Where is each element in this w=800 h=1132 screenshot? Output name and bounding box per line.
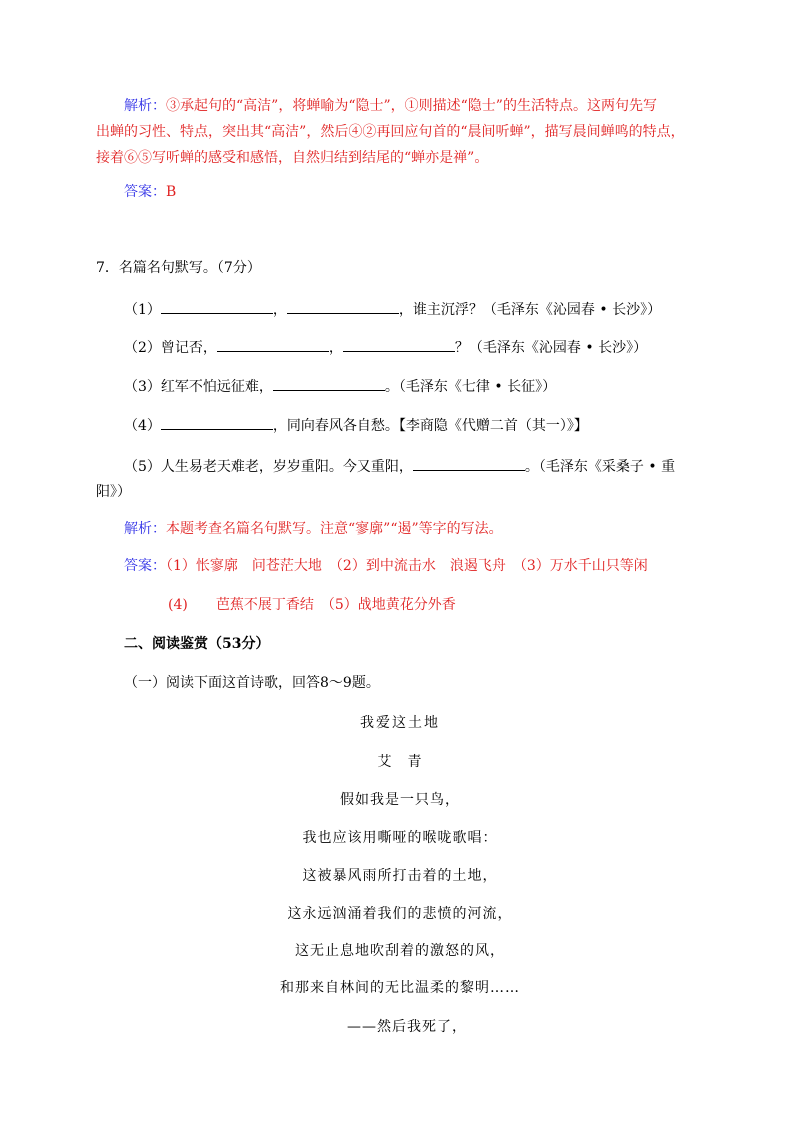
q7-answer-line-2: (4) 芭蕉不展丁香结 （5）战地黄花分外香 <box>168 597 456 613</box>
separator: ， <box>272 302 287 318</box>
answer-6 <box>124 182 176 202</box>
q7-item-5-cont: 阳》） <box>96 484 131 500</box>
item-text: ，谁主沉浮？（毛泽东《沁园春 • 长沙》） <box>398 302 662 318</box>
item-text: 。（毛泽东《七律 • 长征》） <box>384 379 557 395</box>
answer-blank[interactable] <box>413 456 525 471</box>
item-text: ？（毛泽东《沁园春 • 长沙》） <box>454 340 648 356</box>
answer-value: B <box>166 184 177 200</box>
answer-text: （1）怅寥廓 问苍茫大地 （2）到中流击水 浪遏飞舟 （3）万水千山只等闲 <box>166 558 648 574</box>
separator: ， <box>328 340 343 356</box>
q7-answer-line-1 <box>124 556 648 576</box>
poem-line: ——然后我死了， <box>347 1019 467 1035</box>
item-text: （5）人生易老天难老，岁岁重阳。今又重阳， <box>124 459 413 475</box>
analysis-text: ③承起句的“高洁”，将蝉喻为“隐士”，①则描述“隐士”的生活特点。这两句先写 <box>166 98 657 114</box>
analysis-line-2: 出蝉的习性、特点，突出其“高洁”，然后④②再回应句首的“晨间听蝉”，描写晨间蝉鸣的特点， <box>96 124 685 140</box>
item-text: 。（毛泽东《采桑子 • 重 <box>524 459 676 475</box>
question-7-title: 7．名篇名句默写。（7分） <box>96 260 261 276</box>
analysis-line-3: 接着⑥⑤写听蝉的感受和感悟，自然归结到结尾的“蝉亦是禅”。 <box>96 150 489 166</box>
poem-line: 假如我是一只鸟， <box>340 792 460 808</box>
section-subheading: （一）阅读下面这首诗歌，回答8～9题。 <box>124 675 380 691</box>
analysis-line-1 <box>124 96 657 116</box>
poem-title: 我爱这土地 <box>360 715 440 731</box>
q7-item-4 <box>124 415 588 436</box>
answer-blank[interactable] <box>287 299 399 314</box>
answer-label: 答案： <box>124 184 166 200</box>
q7-item-2 <box>124 337 647 358</box>
answer-blank[interactable] <box>217 337 329 352</box>
analysis-label: 解析： <box>124 98 166 114</box>
item-text: （3）红军不怕远征难， <box>124 379 273 395</box>
answer-label: 答案： <box>124 558 166 574</box>
analysis-text: 本题考查名篇名句默写。注意“寥廓”“遏”等字的写法。 <box>166 521 503 537</box>
q7-item-3 <box>124 376 556 397</box>
answer-blank[interactable] <box>343 337 455 352</box>
item-text: ，同向春风各自愁。【李商隐《代赠二首（其一）》】 <box>272 418 588 434</box>
item-number: （4） <box>124 418 161 434</box>
item-number: （1） <box>124 302 161 318</box>
section-heading: 二、阅读鉴赏（53分） <box>124 636 270 652</box>
answer-blank[interactable] <box>161 415 273 430</box>
q7-analysis <box>124 519 503 539</box>
q7-item-5 <box>124 456 675 477</box>
q7-item-1 <box>124 299 661 320</box>
item-text: （2）曾记否， <box>124 340 217 356</box>
poem-line: 这被暴风雨所打击着的土地， <box>302 868 498 884</box>
poem-line: 这永远汹涌着我们的悲愤的河流， <box>287 906 513 922</box>
poem-line: 我也应该用嘶哑的喉咙歌唱： <box>302 830 498 846</box>
poem-author: 艾 青 <box>377 754 423 770</box>
answer-blank[interactable] <box>273 376 385 391</box>
poem-line: 这无止息地吹刮着的激怒的风， <box>295 943 505 959</box>
answer-blank[interactable] <box>161 299 273 314</box>
analysis-label: 解析： <box>124 521 166 537</box>
poem-line: 和那来自林间的无比温柔的黎明…… <box>280 980 520 996</box>
